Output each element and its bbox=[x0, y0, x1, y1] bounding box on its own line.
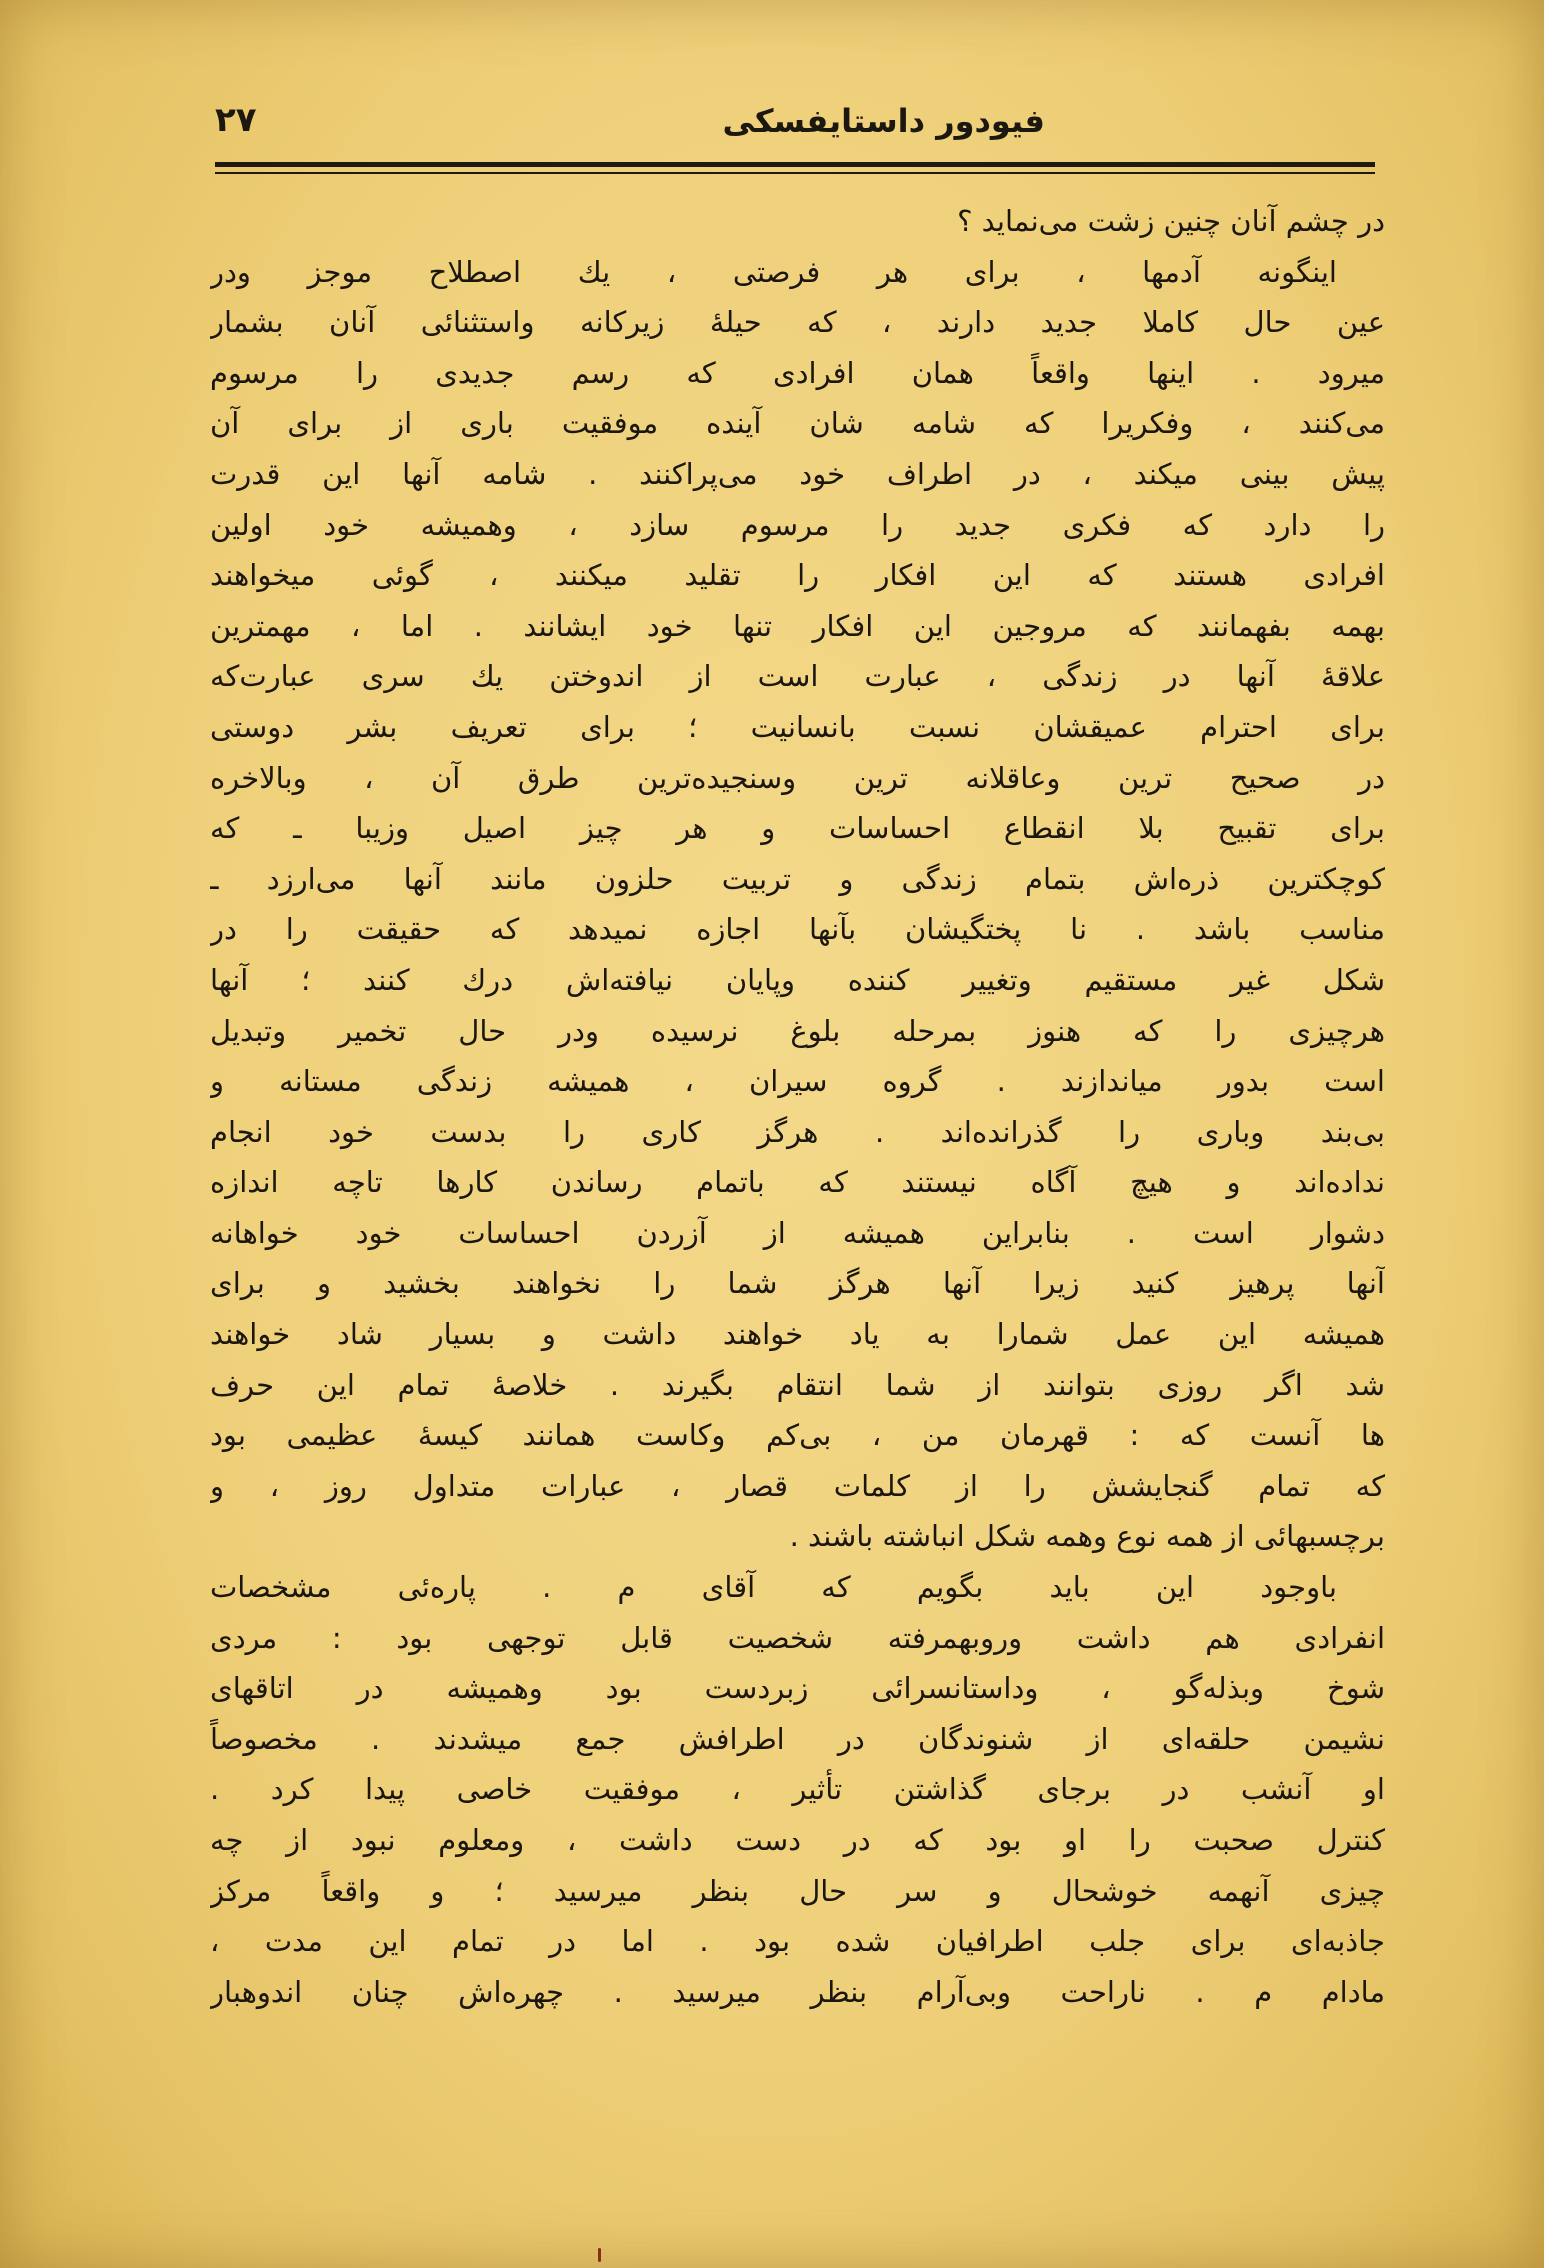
text-line: او آنشب در برجای گذاشتن تأثیر ، موفقیت خاصی پیدا کرد . bbox=[210, 1772, 1385, 1807]
text-line: آنها پرهیز کنید زیرا آنها هرگز شما را نخواهند بخشید و برای bbox=[210, 1266, 1385, 1301]
text-line: مناسب باشد . نا پختگیشان بآنها اجازه نمیدهد که حقیقت را در bbox=[210, 912, 1385, 947]
text-line: است بدور میاندازند . گروه سیران ، همیشه زندگی مستانه و bbox=[210, 1064, 1385, 1099]
text-line: نداده‌اند و هیچ آگاه نیستند که باتمام رساندن کارها تاچه اندازه bbox=[210, 1165, 1385, 1200]
text-line: می‌کنند ، وفکریرا که شامه شان آینده موفقیت باری از برای آن bbox=[210, 406, 1385, 441]
text-line: دشوار است . بنابراین همیشه از آزردن احساسات خود خواهانه bbox=[210, 1215, 1385, 1250]
text-line: کنترل صحبت را او بود که در دست داشت ، ومعلوم نبود از چه bbox=[210, 1823, 1385, 1857]
body-text bbox=[210, 196, 1385, 2017]
text-line: افرادی هستند که این افکار را تقلید میکنند ، گوئی میخواهند bbox=[210, 558, 1385, 593]
text-line: بی‌بند وباری را گذرانده‌اند . هرگز کاری را بدست خود انجام bbox=[210, 1114, 1385, 1149]
text-line: مادام م . ناراحت وبی‌آرام بنظر میرسید . چهره‌اش چنان اندوهبار bbox=[210, 1974, 1385, 2009]
text-line: ها آنست که : قهرمان من ، بی‌کم وکاست همانند کیسهٔ عظیمی بود bbox=[210, 1418, 1385, 1453]
page-number: ۲۷ bbox=[215, 100, 257, 140]
text-line: همیشه این عمل شمارا به یاد خواهند داشت و بسیار شاد خواهند bbox=[210, 1317, 1385, 1352]
text-line: هرچیزی را که هنوز بمرحله بلوغ نرسیده ودر حال تخمیر وتبدیل bbox=[210, 1013, 1385, 1048]
text-line: چیزی آنهمه خوشحال و سر حال بنظر میرسید ؛ و واقعاً مرکز bbox=[210, 1873, 1385, 1908]
header-rule-thick bbox=[215, 162, 1375, 167]
text-line: باوجود این باید بگویم که آقای م . پاره‌ئی مشخصات bbox=[210, 1570, 1337, 1605]
text-line: کوچکترین ذره‌اش بتمام زندگی و تربیت حلزون مانند آنها می‌ارزد ـ bbox=[210, 861, 1385, 896]
text-line: عین حال کاملا جدید دارند ، که حیلهٔ زیرکانه واستثنائی آنان بشمار bbox=[210, 305, 1385, 340]
running-title: فیودور داستایفسکی bbox=[722, 102, 1045, 140]
text-line: برای احترام عمیقشان نسبت بانسانیت ؛ برای تعریف بشر دوستی bbox=[210, 709, 1385, 744]
text-line: برچسبهائی از همه نوع وهمه شکل انباشته باشند . bbox=[789, 1519, 1385, 1554]
text-line: که تمام گنجایشش را از کلمات قصار ، عبارات متداول روز ، و bbox=[210, 1468, 1385, 1503]
text-line: را دارد که فکری جدید را مرسوم سازد ، وهمیشه خود اولین bbox=[210, 507, 1385, 542]
text-line: انفرادی هم داشت وروبهمرفته شخصیت قابل توجهی بود : مردی bbox=[210, 1620, 1385, 1655]
text-line: برای تقبیح بلا انقطاع احساسات و هر چیز اصیل وزیبا ـ که bbox=[210, 811, 1385, 846]
text-line: شکل غیر مستقیم وتغییر کننده وپایان نیافته‌اش درك کنند ؛ آنها bbox=[210, 962, 1385, 997]
header-rule-thin bbox=[215, 172, 1375, 174]
text-line: اینگونه آدمها ، برای هر فرصتی ، یك اصطلاح موجز ودر bbox=[210, 254, 1337, 289]
text-line: در چشم آنان چنین زشت می‌نماید ؟ bbox=[957, 204, 1385, 238]
text-line: در صحیح ترین وعاقلانه ترین وسنجیده‌ترین طرق آن ، وبالاخره bbox=[210, 760, 1385, 795]
text-line: نشیمن حلقه‌ای از شنوندگان در اطرافش جمع میشدند . مخصوصاً bbox=[210, 1721, 1385, 1756]
text-line: بهمه بفهمانند که مروجین این افکار تنها خود ایشانند . اما ، مهمترین bbox=[210, 608, 1385, 643]
text-line: شد اگر روزی بتوانند از شما انتقام بگیرند . خلاصهٔ تمام این حرف bbox=[210, 1367, 1385, 1402]
text-line: جاذبه‌ای برای جلب اطرافیان شده بود . اما در تمام این مدت ، bbox=[210, 1924, 1385, 1959]
text-line: شوخ وبذله‌گو ، وداستانسرائی زبردست بود وهمیشه در اتاقهای bbox=[210, 1671, 1385, 1706]
text-line: میرود . اینها واقعاً همان افرادی که رسم جدیدی را مرسوم bbox=[210, 355, 1385, 390]
page-header bbox=[215, 100, 1375, 162]
text-line: علاقهٔ آنها در زندگی ، عبارت است از اندوختن یك سری عبارت‌که bbox=[210, 659, 1385, 694]
text-line: پیش بینی میکند ، در اطراف خود می‌پراکنند . شامه آنها این قدرت bbox=[210, 456, 1385, 491]
binding-thread-mark bbox=[598, 2248, 601, 2262]
